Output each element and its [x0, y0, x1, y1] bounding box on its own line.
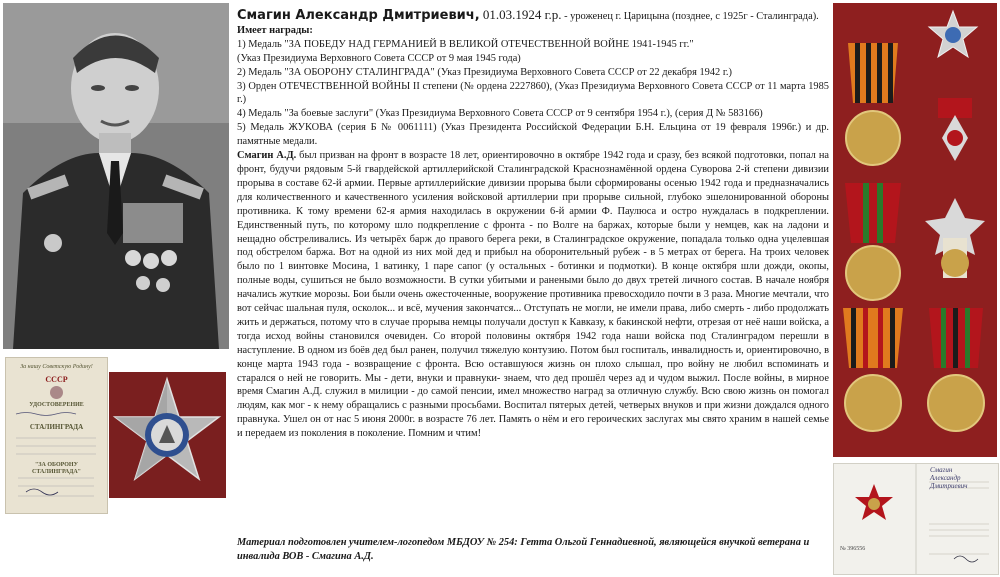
biography-text: был призван на фронт в возрасте 18 лет, ориентировочно в октябре 1942 года и сразу, без всякой подготовки, попал на фронт, будучи рядовым 5-й гвардейской артиллерийской Сталинградской Краснознамённой ордена Суворова 2-й степени дивизии прорыва в составе 62-й армии. Первые артиллерийские дивизии прорыва были сформированы осенью 1942 года и предназначались для количественного и качественного усиления войсковой артиллерии при прорыве сильной, глубоко эшелонированной обороны противника. К тому времени 62-я армия находилась в окружении 6-й армии Ф. Паулюса и остро нуждалась в подкреплении. Единственный путь, по которому шло подкрепление с фронта - по Волге на баржах, которые были у немцев, как на ладони и нещадно обстреливались. Из четырёх барж до правого берега реки, в Сталинградское окружение, попадала только одна уцелевшая под обстрелом баржа. Вот на одной из них мой дед и прибыл на оборонительный рубеж - в 5 метрах от берега. На троих человек было по 1 винтовке Мосина, 1 ватинку, 1 паре сапог (у остальных - ботинки и подмотки). В конце октября шли дожди, окопы, полные воды, сушиться не было возможности. В сутки убитыми и ранеными было до двух третей личного состав. В начале ноября начались жуткие морозы. Бои были очень ожесточенные, вооружение противника превосходило почти в 3 раза. Многие мечтали, что вот сейчас шальная пуля, осколок... и всё, мучения закончатся... Отступать не могли, не имели права, либо смерть - либо продолжать жить и держаться, потому что в случае прорыва немцы получали доступ к Кавказу, к бакинской нефти, отрезая от неё наши войска, а тогда исход войны становился очевиден. Со второй половины октября 1942 года наши войска под Сталинградом перешли в наступление. В одном из боёв дед был ранен, получил тяжелую контузию. Потом был госпиталь, инвалидность и, ориентировочно, в конце марта 1943 года - возвращение с фронта. Всю оставшуюся жизнь он плохо слышал, про войну не любил вспоминать и старался о ней не говорить. Мы - дети, внуки и правнуки- знаем, что дед прошёл через ад и чудом выжил. После войны, в мирное время Смагин А.Д. служил в милиции - до самой пенсии, имел множество наград за отличную службу. Всю свою жизнь он помогал людям, как мог - к нему обращались с разными просьбами. Воспитал пятерых детей, четверых внуков и при жизни дождался одного правнука. Ушел он от нас 5 июня 2000г. в возрасте 76 лет. Память о нём и его героических заслугах мы свято храним в нашей семье и передаем из поколения в поколение. Помним и чтим! [237, 150, 830, 440]
veteran-portrait-photo [3, 3, 229, 349]
footer-credit: Материал подготовлен учителем-логопедом МБДОУ № 254: Гетта Ольгой Геннадиевной, являющейся внучкой ветерана и инвалида ВОВ - Смагина А.Д. [237, 537, 810, 562]
certificate-medal-name: "ЗА ОБОРОНУ СТАЛИНГРАДА" [31, 462, 81, 475]
defense-medal-icon [845, 183, 901, 300]
medals-board-photo [833, 3, 997, 457]
booklet-patronymic: Дмитриевич [930, 482, 968, 490]
medals-collection-illustration [833, 3, 997, 457]
star-medal-photo [109, 372, 226, 498]
veteran-name: Смагин Александр Дмитриевич, [237, 8, 480, 23]
certificate-slogan: За нашу Советскую Родину! [20, 364, 93, 370]
header-line [237, 8, 829, 24]
booklet-number: № 396556 [840, 546, 866, 552]
award-item: 3) Орден ОТЕЧЕСТВЕННОЙ ВОЙНЫ II степени (№ ордена 2227860), (Указ Президиума Верховного Совета СССР от 11 марта 1985 г.) [237, 80, 829, 106]
stalingrad-veteran-star-icon [109, 372, 226, 498]
biography-paragraph [237, 149, 829, 441]
awards-title: Имеет награды: [237, 24, 313, 36]
award-item: 4) Медаль "За боевые заслуги" (Указ Президиума Верховного Совета СССР от 9 сентября 1954 г.), (серия Д № 583166) [237, 108, 763, 120]
order-booklet-illustration [834, 464, 998, 574]
medal-certificate-photo [5, 357, 108, 514]
booklet-owner-name [930, 466, 967, 490]
order-booklet-photo [833, 463, 999, 575]
award-item: 1) Медаль "ЗА ПОБЕДУ НАД ГЕРМАНИЕЙ В ВЕЛИКОЙ ОТЕЧЕСТВЕННОЙ ВОЙНЕ 1941-1945 гг." [237, 38, 694, 50]
certificate-city: СТАЛИНГРАДА [29, 423, 84, 431]
biography-lead: Смагин А.Д. [237, 150, 297, 162]
booklet-first-name: Александр [930, 474, 961, 482]
award-item: 2) Медаль "ЗА ОБОРОНУ СТАЛИНГРАДА" (Указ Президиума Верховного Совета СССР от 22 декабря 1942 г.) [237, 66, 732, 78]
award-item: (Указ Президиума Верховного Совета СССР от 9 мая 1945 года) [237, 52, 521, 64]
certificate-handwriting [6, 358, 107, 513]
booklet-surname: Смагин [930, 466, 953, 474]
certificate-country: СССР [45, 375, 68, 384]
biography-text-column [237, 8, 829, 441]
birthplace-note: - уроженец г. Царицына (позднее, с 1925г - Сталинграда). [561, 11, 819, 22]
certificate-title: УДОСТОВЕРЕНИЕ [29, 402, 84, 408]
award-item: 5) Медаль ЖУКОВА (серия Б № 0061111) (Указ Президента Российской Федерации Б.Н. Ельцина от 19 февраля 1996г.) и др. памятные медали. [237, 122, 829, 148]
birth-date: 01.03.1924 г.р. [479, 7, 562, 22]
portrait-illustration [3, 3, 229, 349]
